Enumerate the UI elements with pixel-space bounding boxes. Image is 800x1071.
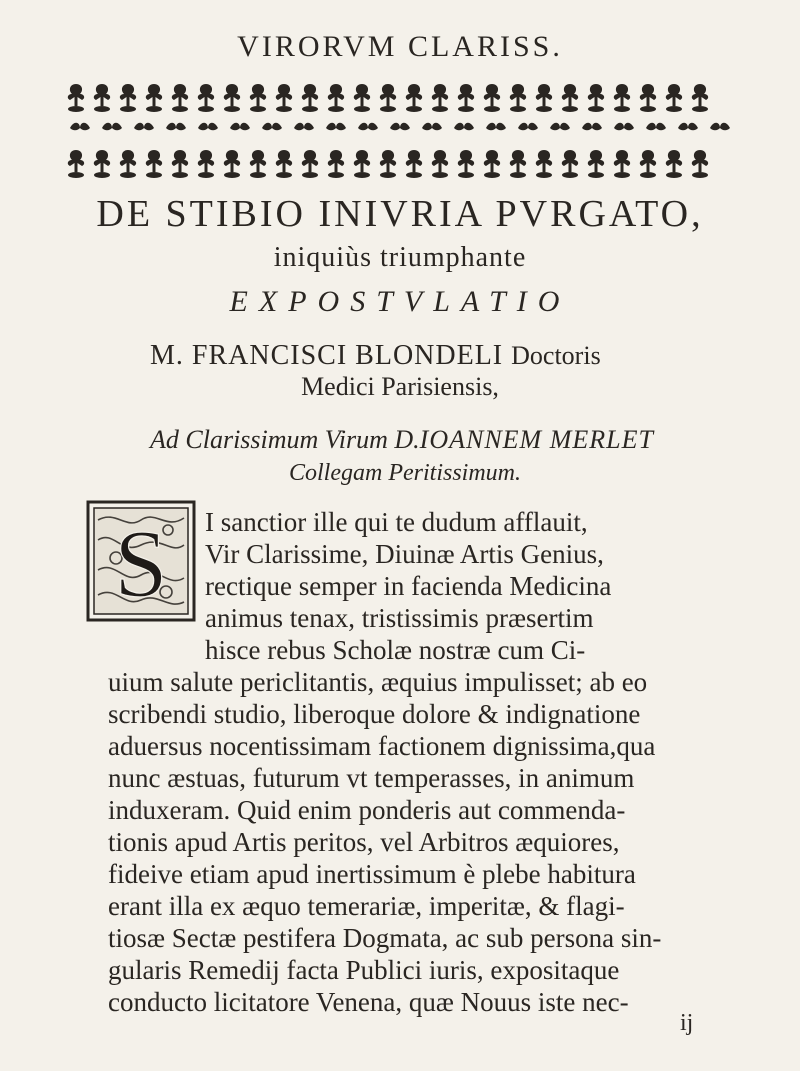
signature-mark: ij bbox=[680, 1010, 694, 1036]
fleuron-glyph bbox=[510, 84, 526, 112]
fleuron-glyph bbox=[250, 150, 266, 178]
fleuron-glyph bbox=[302, 150, 318, 178]
fleuron-glyph bbox=[666, 150, 682, 178]
fleuron-glyph bbox=[640, 150, 656, 178]
body-text-line: Vir Clarissime, Diuinæ Artis Genius, bbox=[205, 539, 604, 569]
fleuron-glyph bbox=[614, 84, 630, 112]
body-text-line: I sanctior ille qui te dudum afflauit, bbox=[205, 507, 588, 537]
fleuron-glyph bbox=[120, 84, 136, 112]
author-affiliation: Medici Parisiensis, bbox=[301, 372, 499, 401]
fleuron-glyph bbox=[432, 150, 448, 178]
body-text-line: animus tenax, tristissimis præsertim bbox=[205, 603, 594, 633]
fleuron-glyph bbox=[94, 84, 110, 112]
fleuron-glyph bbox=[224, 84, 240, 112]
body-text-line: conducto licitatore Venena, quæ Nouus iste nec- bbox=[108, 987, 629, 1017]
fleuron-glyph bbox=[380, 150, 396, 178]
fleuron-glyph bbox=[458, 150, 474, 178]
fleuron-glyph bbox=[458, 84, 474, 112]
body-text-line: aduersus nocentissimam factionem dignissima,qua bbox=[108, 731, 656, 761]
body-text-line: uium salute periclitantis, æquius impulisset; ab eo bbox=[108, 667, 648, 697]
fleuron-glyph bbox=[198, 150, 214, 178]
fleuron-glyph bbox=[70, 123, 90, 131]
fleuron-glyph bbox=[230, 123, 250, 131]
fleuron-glyph bbox=[678, 123, 698, 131]
author-line bbox=[150, 340, 601, 372]
fleuron-glyph bbox=[328, 150, 344, 178]
initial-letter: S bbox=[114, 510, 168, 617]
body-text-line: nunc æstuas, futurum vt temperasses, in animum bbox=[108, 763, 635, 793]
fleuron-glyph bbox=[166, 123, 186, 131]
running-head: VIRORVM CLARISS. bbox=[237, 30, 563, 63]
fleuron-glyph bbox=[614, 123, 634, 131]
fleuron-glyph bbox=[692, 84, 708, 112]
decorated-initial bbox=[86, 500, 196, 622]
fleuron-glyph bbox=[640, 84, 656, 112]
fleuron-glyph bbox=[134, 123, 154, 131]
dedication-prefix: Ad Clarissimum Virum D. bbox=[150, 425, 420, 454]
fleuron-glyph bbox=[68, 84, 84, 112]
fleuron-glyph bbox=[120, 150, 136, 178]
fleuron-glyph bbox=[302, 84, 318, 112]
fleuron-glyph bbox=[588, 84, 604, 112]
author-name: M. FRANCISCI BLONDELI bbox=[150, 340, 504, 371]
book-title: DE STIBIO INIVRIA PVRGATO, bbox=[96, 193, 704, 235]
fleuron-glyph bbox=[358, 123, 378, 131]
dedicatee-name: IOANNEM MERLET bbox=[419, 425, 654, 454]
body-text-line: gularis Remedij facta Publici iuris, expositaque bbox=[108, 955, 620, 985]
dedication-line bbox=[150, 425, 654, 455]
fleuron-glyph bbox=[102, 123, 122, 131]
fleuron-glyph bbox=[146, 84, 162, 112]
fleuron-glyph bbox=[354, 84, 370, 112]
body-text-line: hisce rebus Scholæ nostræ cum Ci- bbox=[205, 635, 586, 665]
fleuron-glyph bbox=[276, 84, 292, 112]
fleuron-glyph bbox=[406, 84, 422, 112]
fleuron-glyph bbox=[550, 123, 570, 131]
fleuron-glyph bbox=[454, 123, 474, 131]
fleuron-glyph bbox=[422, 123, 442, 131]
fleuron-glyph bbox=[484, 150, 500, 178]
fleuron-glyph bbox=[250, 84, 266, 112]
book-subtitle: iniquiùs triumphante bbox=[273, 242, 527, 273]
body-text-line: rectique semper in facienda Medicina bbox=[205, 571, 612, 601]
fleuron-glyph bbox=[486, 123, 506, 131]
body-text-line: erant illa ex æquo temerariæ, imperitæ, & flagi- bbox=[108, 891, 625, 921]
body-text-line: induxeram. Quid enim ponderis aut commenda- bbox=[108, 795, 626, 825]
fleuron-glyph bbox=[224, 150, 240, 178]
fleuron-glyph bbox=[68, 150, 84, 178]
fleuron-glyph bbox=[518, 123, 538, 131]
fleuron-glyph bbox=[94, 150, 110, 178]
fleuron-glyph bbox=[536, 150, 552, 178]
fleuron-glyph bbox=[390, 123, 410, 131]
fleuron-glyph bbox=[562, 150, 578, 178]
fleuron-glyph bbox=[328, 84, 344, 112]
body-text-line: tiosæ Sectæ pestifera Dogmata, ac sub persona sin- bbox=[108, 923, 662, 953]
fleuron-glyph bbox=[380, 84, 396, 112]
fleuron-glyph bbox=[692, 150, 708, 178]
fleuron-glyph bbox=[198, 123, 218, 131]
fleuron-glyph bbox=[326, 123, 346, 131]
fleuron-glyph bbox=[588, 150, 604, 178]
fleuron-glyph bbox=[710, 123, 730, 131]
fleuron-glyph bbox=[432, 84, 448, 112]
fleuron-glyph bbox=[484, 84, 500, 112]
fleuron-glyph bbox=[666, 84, 682, 112]
fleuron-glyph bbox=[172, 150, 188, 178]
fleuron-glyph bbox=[510, 150, 526, 178]
fleuron-glyph bbox=[646, 123, 666, 131]
fleuron-glyph bbox=[198, 84, 214, 112]
body-text-line: tionis apud Artis peritos, vel Arbitros æquiores, bbox=[108, 827, 620, 857]
dedication-collegam: Collegam Peritissimum. bbox=[289, 460, 521, 486]
body-text-line: scribendi studio, liberoque dolore & indignatione bbox=[108, 699, 641, 729]
fleuron-glyph bbox=[146, 150, 162, 178]
fleuron-glyph bbox=[614, 150, 630, 178]
fleuron-glyph bbox=[582, 123, 602, 131]
fleuron-glyph bbox=[276, 150, 292, 178]
expostulatio-heading: EXPOSTVLATIO bbox=[229, 285, 571, 318]
fleuron-glyph bbox=[294, 123, 314, 131]
fleuron-glyph bbox=[536, 84, 552, 112]
fleuron-glyph bbox=[262, 123, 282, 131]
fleuron-glyph bbox=[172, 84, 188, 112]
fleuron-glyph bbox=[354, 150, 370, 178]
author-degree: Doctoris bbox=[511, 341, 601, 370]
fleuron-ornament-band bbox=[62, 80, 734, 182]
fleuron-glyph bbox=[562, 84, 578, 112]
fleuron-glyph bbox=[406, 150, 422, 178]
body-text-line: fideive etiam apud inertissimum è plebe habitura bbox=[108, 859, 636, 889]
